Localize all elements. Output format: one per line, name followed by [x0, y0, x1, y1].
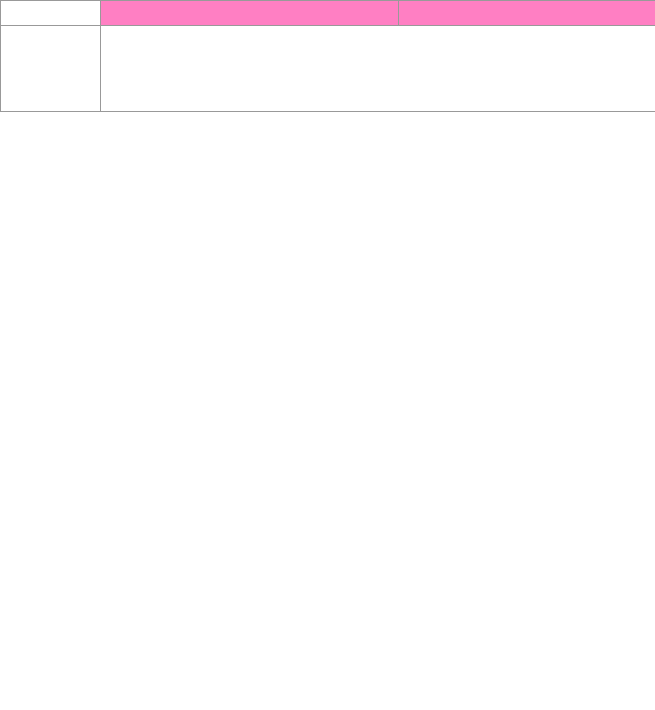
group-copper	[399, 1, 655, 26]
risk-text	[101, 26, 655, 112]
header-row	[1, 1, 655, 26]
group-silver	[101, 1, 399, 26]
header-label-cell	[1, 1, 101, 26]
spec-table	[0, 0, 655, 112]
risk-label-cell	[1, 26, 101, 112]
risk-row	[1, 26, 655, 112]
